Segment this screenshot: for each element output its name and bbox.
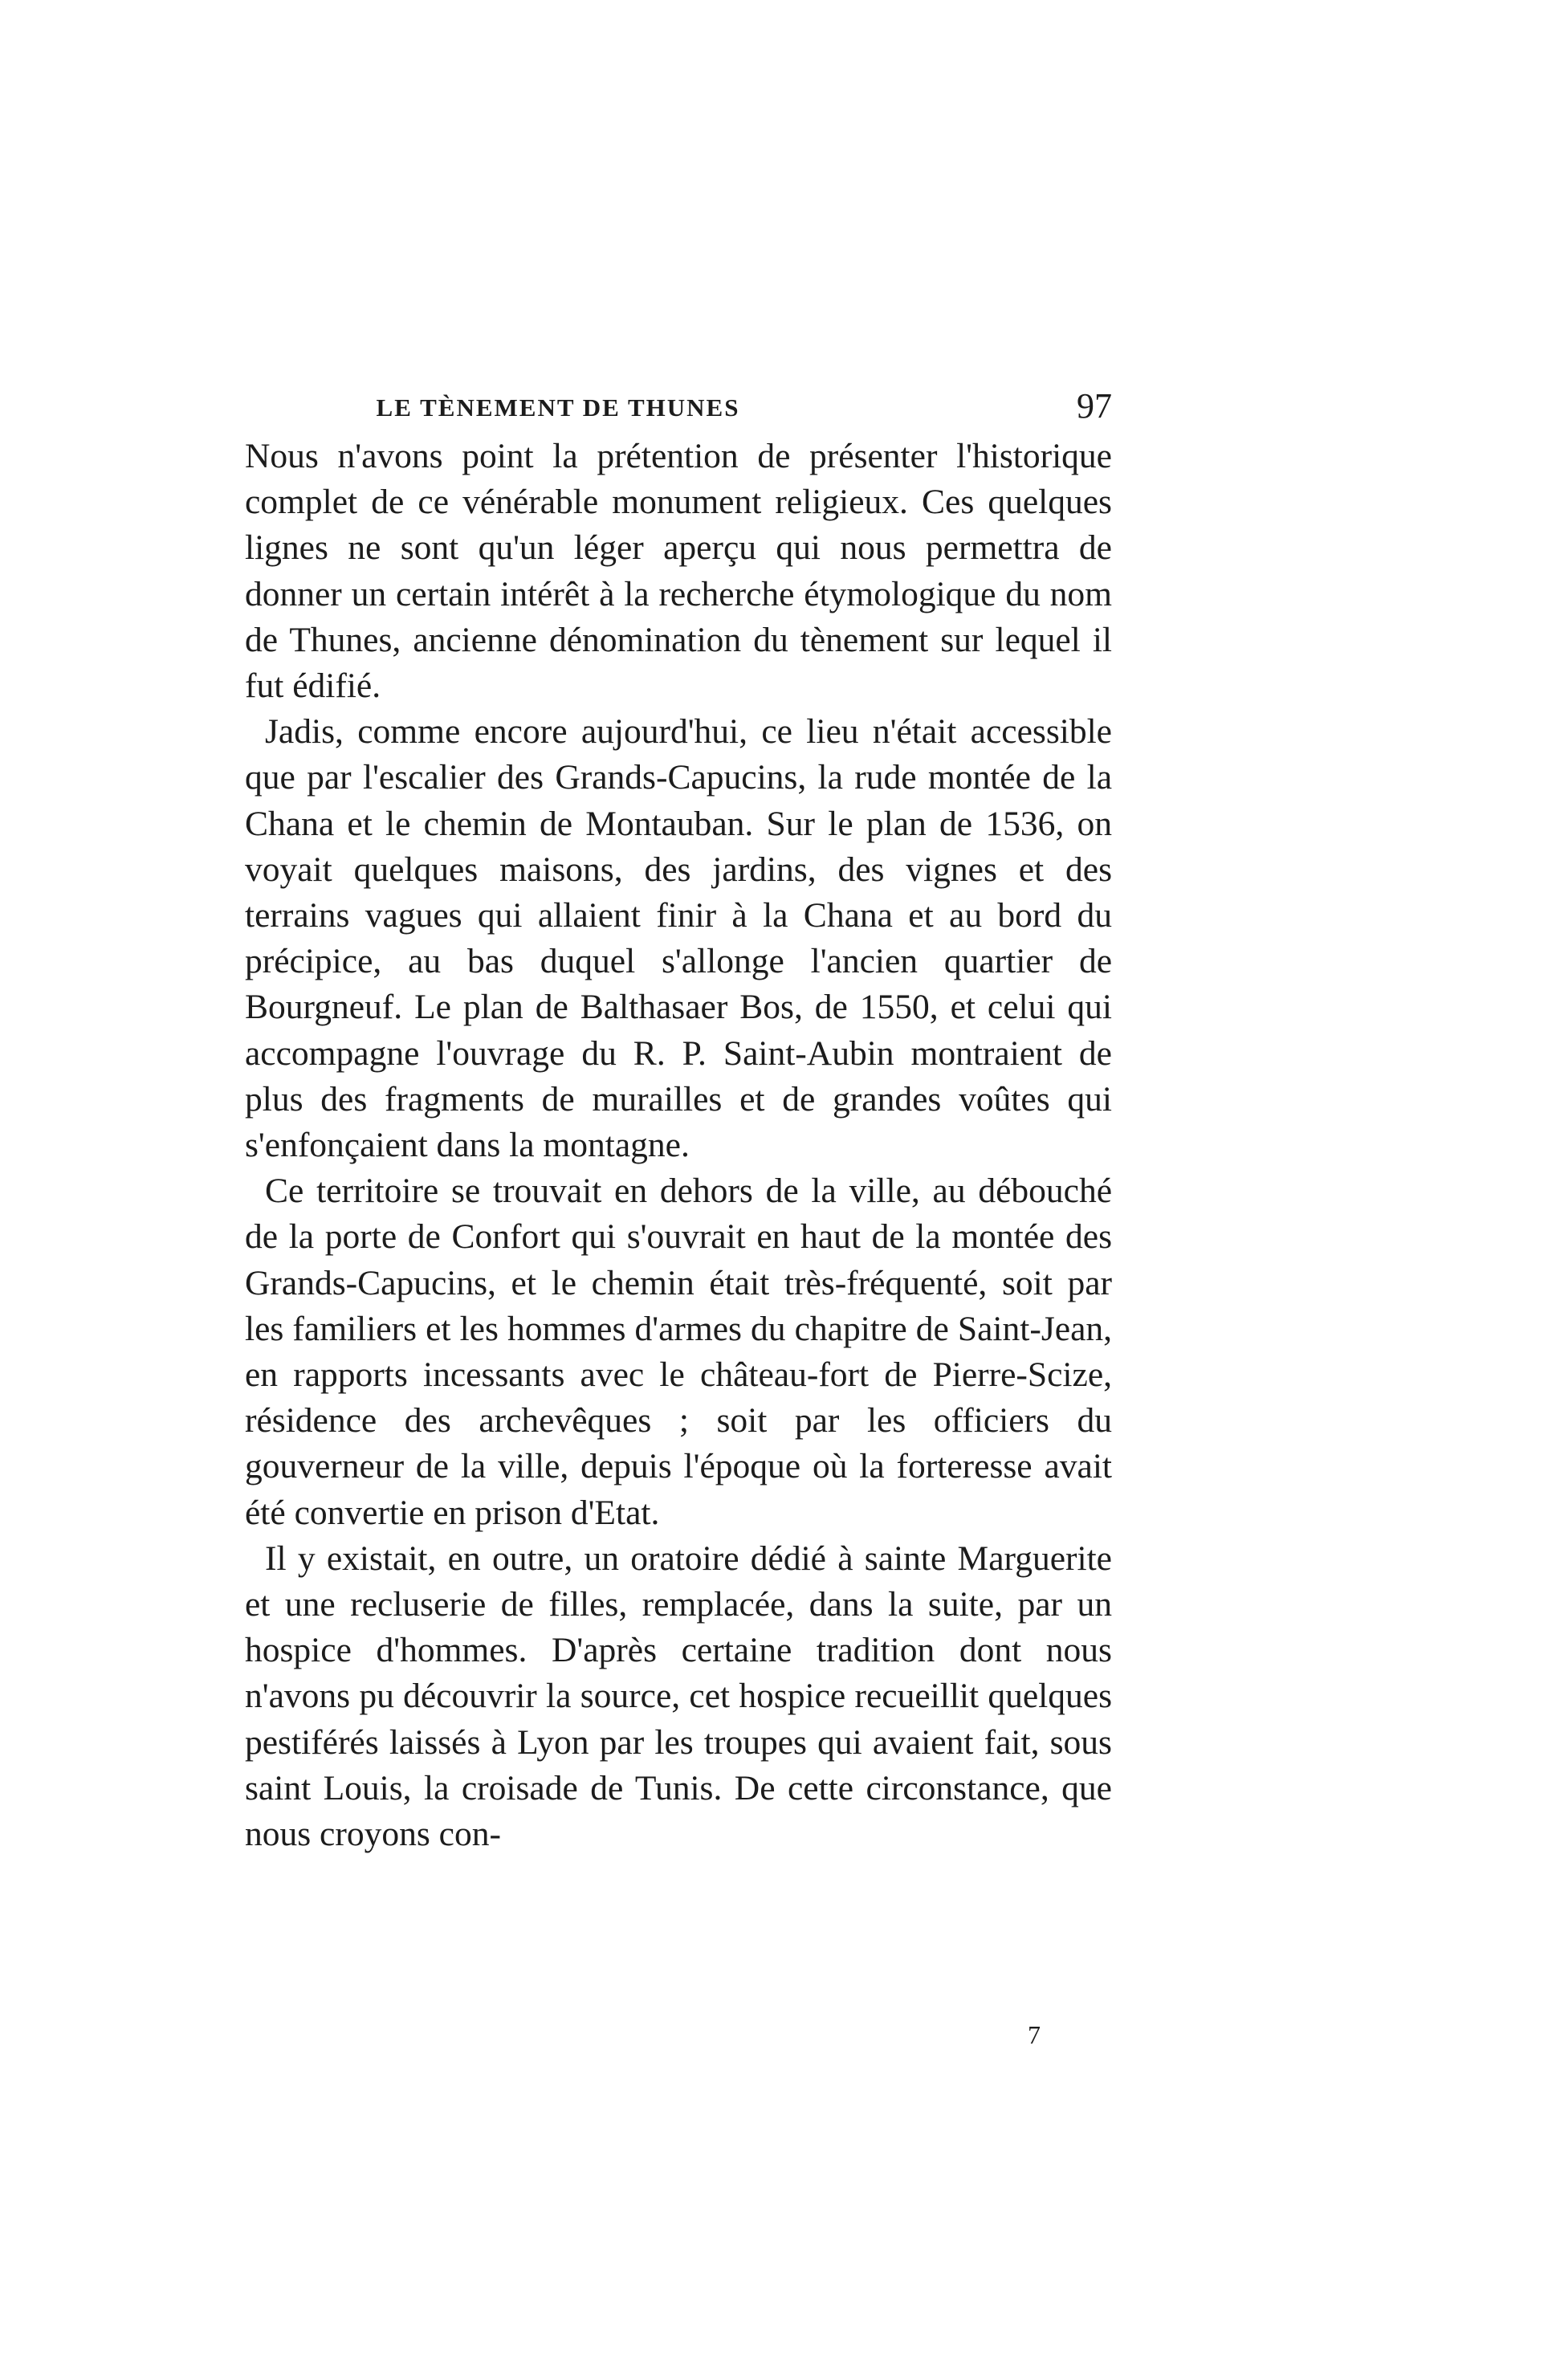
running-title: LE TÈNEMENT DE THUNES [376,393,740,422]
signature-mark: 7 [1028,2020,1041,2049]
paragraph-2: Jadis, comme encore aujourd'hui, ce lieu n'était accessible que par l'escalier des Grands-Capucins, la rude montée de la Chana et le chemin de Montauban. Sur le plan de 1536, on voyait quelques maisons, des jardins, des vignes et des terrains vagues qui allaient finir à la Chana et au bord du précipice, au bas duquel s'allonge l'ancien quartier de Bourgneuf. Le plan de Balthasaer Bos, de 1550, et celui qui accompagne l'ouvrage du R. P. Saint-Aubin montraient de plus des fragments de murailles et de grandes voûtes qui s'enfonçaient dans la montagne. [245,712,1112,1165]
page-number: 97 [1077,386,1112,426]
paragraph-4: Il y existait, en outre, un oratoire dédié à sainte Marguerite et une recluserie de filles, remplacée, dans la suite, par un hospice d'hommes. D'après certaine tradition dont nous n'avons pu découvrir la source, cet hospice recueillit quelques pestiférés laissés à Lyon par les troupes qui avaient fait, sous saint Louis, la croisade de Tunis. De cette circonstance, que nous croyons con- [245,1538,1112,1854]
body-text [245,434,1112,1857]
paragraph-1: Nous n'avons point la prétention de présenter l'historique complet de ce vénérable monument religieux. Ces quelques lignes ne sont qu'un léger aperçu qui nous permettra de donner un certain intérêt à la recherche étymologique du nom de Thunes, ancienne dénomination du tènement sur lequel il fut édifié. [245,437,1112,706]
running-head [245,385,1112,434]
paragraph-3: Ce territoire se trouvait en dehors de la ville, au débouché de la porte de Confort qui s'ouvrait en haut de la montée des Grands-Capucins, et le chemin était très-fréquenté, soit par les familiers et les hommes d'armes du chapitre de Saint-Jean, en rapports incessants avec le château-fort de Pierre-Scize, résidence des archevêques ; soit par les officiers du gouverneur de la ville, depuis l'époque où la forteresse avait été convertie en prison d'Etat. [245,1172,1112,1532]
